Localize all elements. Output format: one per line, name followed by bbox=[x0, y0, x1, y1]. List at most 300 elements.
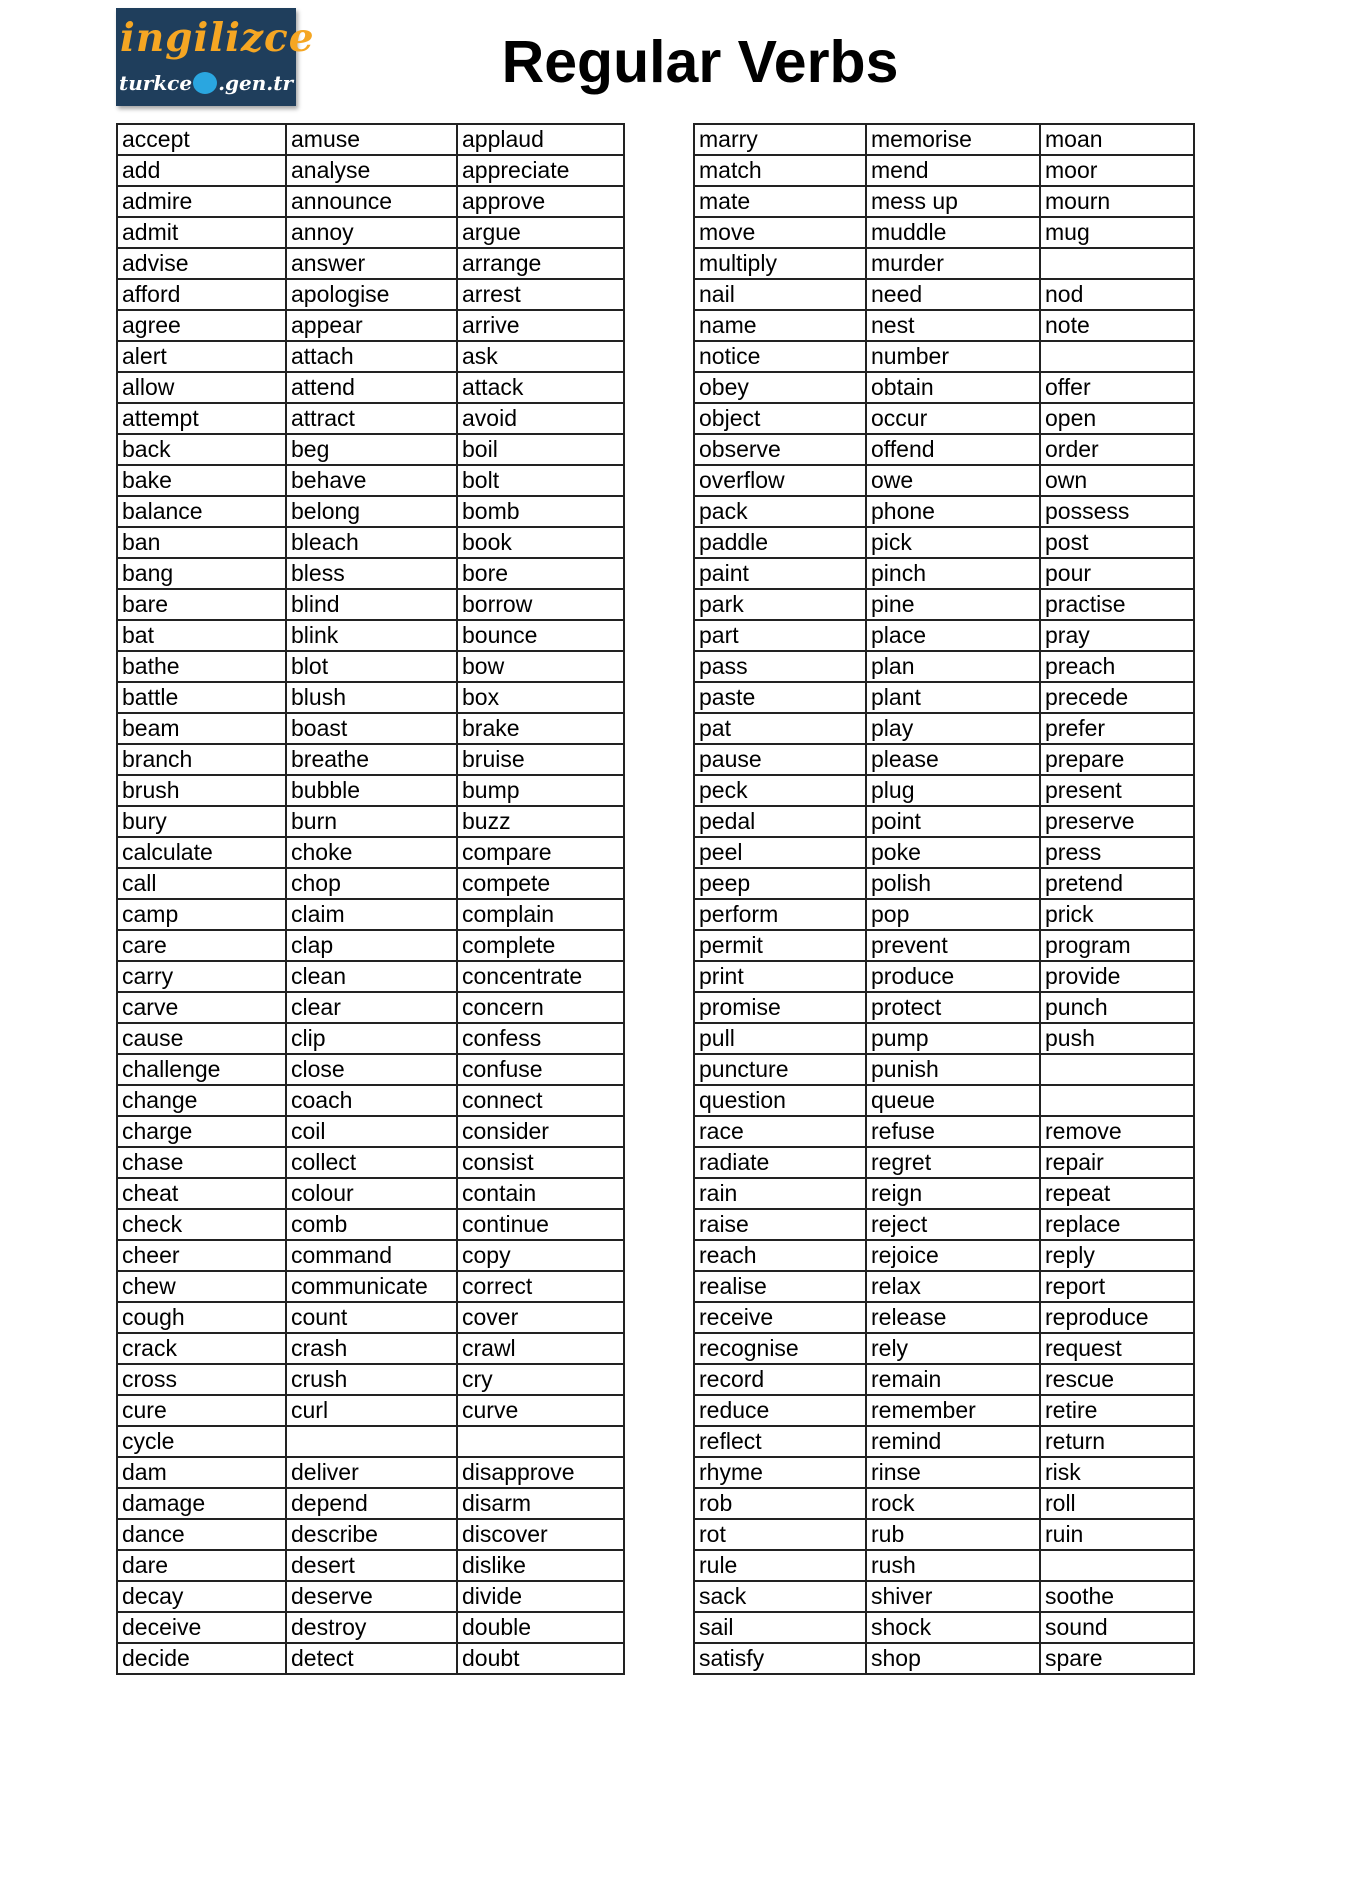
verb-cell: compare bbox=[457, 837, 624, 868]
verb-cell: bomb bbox=[457, 496, 624, 527]
table-row bbox=[694, 589, 1194, 620]
table-row bbox=[117, 1612, 624, 1643]
table-row bbox=[117, 682, 624, 713]
verb-cell: collect bbox=[286, 1147, 457, 1178]
verb-cell: bat bbox=[117, 620, 286, 651]
table-row bbox=[117, 1302, 624, 1333]
table-row bbox=[117, 310, 624, 341]
verb-cell: queue bbox=[866, 1085, 1040, 1116]
verb-cell: obtain bbox=[866, 372, 1040, 403]
verb-cell: protect bbox=[866, 992, 1040, 1023]
table-row bbox=[694, 527, 1194, 558]
table-row bbox=[117, 1209, 624, 1240]
table-row bbox=[117, 837, 624, 868]
table-row bbox=[117, 1457, 624, 1488]
verb-cell: cry bbox=[457, 1364, 624, 1395]
table-row bbox=[694, 1395, 1194, 1426]
verb-cell: ban bbox=[117, 527, 286, 558]
verbs-table-right bbox=[693, 123, 1195, 1675]
verb-cell bbox=[1040, 1550, 1194, 1581]
verb-cell: pinch bbox=[866, 558, 1040, 589]
verb-cell: puncture bbox=[694, 1054, 866, 1085]
verb-cell: argue bbox=[457, 217, 624, 248]
table-row bbox=[694, 992, 1194, 1023]
table-row bbox=[694, 186, 1194, 217]
verb-cell: doubt bbox=[457, 1643, 624, 1674]
table-row bbox=[117, 992, 624, 1023]
verb-cell: pray bbox=[1040, 620, 1194, 651]
verb-cell: name bbox=[694, 310, 866, 341]
verb-cell: moan bbox=[1040, 124, 1194, 155]
table-row bbox=[694, 899, 1194, 930]
verb-cell: rush bbox=[866, 1550, 1040, 1581]
table-row bbox=[694, 930, 1194, 961]
verb-cell: crawl bbox=[457, 1333, 624, 1364]
verb-cell: disapprove bbox=[457, 1457, 624, 1488]
verb-cell: bury bbox=[117, 806, 286, 837]
verb-cell: blush bbox=[286, 682, 457, 713]
table-row bbox=[694, 744, 1194, 775]
verb-cell: replace bbox=[1040, 1209, 1194, 1240]
verb-cell: pretend bbox=[1040, 868, 1194, 899]
table-row bbox=[694, 651, 1194, 682]
verb-cell: applaud bbox=[457, 124, 624, 155]
verb-cell: reach bbox=[694, 1240, 866, 1271]
verb-cell: release bbox=[866, 1302, 1040, 1333]
table-row bbox=[694, 1240, 1194, 1271]
verb-cell: cover bbox=[457, 1302, 624, 1333]
verb-cell: back bbox=[117, 434, 286, 465]
verb-cell: repeat bbox=[1040, 1178, 1194, 1209]
verb-cell: muddle bbox=[866, 217, 1040, 248]
verb-cell: cough bbox=[117, 1302, 286, 1333]
verb-cell: challenge bbox=[117, 1054, 286, 1085]
verb-cell: decide bbox=[117, 1643, 286, 1674]
verb-cell: dare bbox=[117, 1550, 286, 1581]
verb-cell: comb bbox=[286, 1209, 457, 1240]
verb-cell: deserve bbox=[286, 1581, 457, 1612]
verb-cell: place bbox=[866, 620, 1040, 651]
verb-cell: rely bbox=[866, 1333, 1040, 1364]
verb-cell: dam bbox=[117, 1457, 286, 1488]
verb-cell: dislike bbox=[457, 1550, 624, 1581]
table-row bbox=[117, 806, 624, 837]
verb-cell: recognise bbox=[694, 1333, 866, 1364]
verb-cell: bow bbox=[457, 651, 624, 682]
verb-cell: question bbox=[694, 1085, 866, 1116]
verb-cell: call bbox=[117, 868, 286, 899]
verb-cell: nail bbox=[694, 279, 866, 310]
table-row bbox=[117, 713, 624, 744]
table-row bbox=[117, 1488, 624, 1519]
verb-cell: shock bbox=[866, 1612, 1040, 1643]
verb-cell: relax bbox=[866, 1271, 1040, 1302]
verb-cell: owe bbox=[866, 465, 1040, 496]
verb-cell: describe bbox=[286, 1519, 457, 1550]
verb-cell: moor bbox=[1040, 155, 1194, 186]
table-row bbox=[117, 1178, 624, 1209]
verb-cell: raise bbox=[694, 1209, 866, 1240]
verb-cell: plan bbox=[866, 651, 1040, 682]
table-row bbox=[117, 1054, 624, 1085]
verb-cell: possess bbox=[1040, 496, 1194, 527]
verb-cell: blink bbox=[286, 620, 457, 651]
table-row bbox=[694, 434, 1194, 465]
verb-cell: pump bbox=[866, 1023, 1040, 1054]
verb-cell: mourn bbox=[1040, 186, 1194, 217]
verb-cell: rule bbox=[694, 1550, 866, 1581]
verb-cell: rain bbox=[694, 1178, 866, 1209]
verb-cell: paste bbox=[694, 682, 866, 713]
verb-cell bbox=[1040, 341, 1194, 372]
verb-cell: offer bbox=[1040, 372, 1194, 403]
logo-domain-suffix: .gen.tr bbox=[218, 71, 294, 95]
verb-cell: arrive bbox=[457, 310, 624, 341]
table-row bbox=[117, 1581, 624, 1612]
verb-cell: change bbox=[117, 1085, 286, 1116]
verb-cell: bleach bbox=[286, 527, 457, 558]
verb-cell: offend bbox=[866, 434, 1040, 465]
verb-cell: care bbox=[117, 930, 286, 961]
table-row bbox=[117, 651, 624, 682]
verb-cell: rob bbox=[694, 1488, 866, 1519]
verb-cell: clear bbox=[286, 992, 457, 1023]
verb-cell: battle bbox=[117, 682, 286, 713]
verb-cell: mug bbox=[1040, 217, 1194, 248]
verb-cell: confuse bbox=[457, 1054, 624, 1085]
verb-cell: bake bbox=[117, 465, 286, 496]
verb-cell: belong bbox=[286, 496, 457, 527]
verb-cell: pat bbox=[694, 713, 866, 744]
table-row bbox=[694, 806, 1194, 837]
table-row bbox=[117, 496, 624, 527]
table-row bbox=[694, 124, 1194, 155]
table-row bbox=[117, 372, 624, 403]
verb-cell: brush bbox=[117, 775, 286, 806]
verb-cell: attend bbox=[286, 372, 457, 403]
verb-cell: appreciate bbox=[457, 155, 624, 186]
verb-cell: nest bbox=[866, 310, 1040, 341]
table-row bbox=[117, 620, 624, 651]
verb-cell: advise bbox=[117, 248, 286, 279]
verb-cell: bounce bbox=[457, 620, 624, 651]
speech-bubble-icon bbox=[193, 72, 217, 94]
verb-cell: order bbox=[1040, 434, 1194, 465]
verb-cell: depend bbox=[286, 1488, 457, 1519]
table-row bbox=[694, 682, 1194, 713]
verb-cell: detect bbox=[286, 1643, 457, 1674]
table-row bbox=[117, 434, 624, 465]
verb-cell: cross bbox=[117, 1364, 286, 1395]
verb-cell: rub bbox=[866, 1519, 1040, 1550]
verb-cell: precede bbox=[1040, 682, 1194, 713]
verb-cell: overflow bbox=[694, 465, 866, 496]
verb-cell: reject bbox=[866, 1209, 1040, 1240]
table-row bbox=[117, 961, 624, 992]
verb-cell: deliver bbox=[286, 1457, 457, 1488]
table-row bbox=[694, 1519, 1194, 1550]
verb-cell: point bbox=[866, 806, 1040, 837]
table-row bbox=[117, 744, 624, 775]
verb-cell: regret bbox=[866, 1147, 1040, 1178]
verb-cell: reflect bbox=[694, 1426, 866, 1457]
table-row bbox=[117, 558, 624, 589]
verb-cell: beam bbox=[117, 713, 286, 744]
verb-cell: dance bbox=[117, 1519, 286, 1550]
verb-cell: clap bbox=[286, 930, 457, 961]
verb-cell: reduce bbox=[694, 1395, 866, 1426]
verb-cell: phone bbox=[866, 496, 1040, 527]
table-row bbox=[694, 1364, 1194, 1395]
verb-cell: pause bbox=[694, 744, 866, 775]
verb-cell: blind bbox=[286, 589, 457, 620]
verb-cell: risk bbox=[1040, 1457, 1194, 1488]
site-logo[interactable] bbox=[116, 8, 315, 106]
verb-cell: colour bbox=[286, 1178, 457, 1209]
verb-cell: roll bbox=[1040, 1488, 1194, 1519]
verb-cell: balance bbox=[117, 496, 286, 527]
verb-cell: complain bbox=[457, 899, 624, 930]
verb-cell: rinse bbox=[866, 1457, 1040, 1488]
verb-cell: double bbox=[457, 1612, 624, 1643]
verb-cell: note bbox=[1040, 310, 1194, 341]
table-row bbox=[117, 527, 624, 558]
verb-cell: race bbox=[694, 1116, 866, 1147]
table-row bbox=[694, 217, 1194, 248]
table-row bbox=[117, 217, 624, 248]
verb-cell: bore bbox=[457, 558, 624, 589]
table-row bbox=[117, 1643, 624, 1674]
verb-cell: annoy bbox=[286, 217, 457, 248]
verb-cell: object bbox=[694, 403, 866, 434]
verb-cell: crash bbox=[286, 1333, 457, 1364]
verb-cell: connect bbox=[457, 1085, 624, 1116]
verb-cell: plug bbox=[866, 775, 1040, 806]
table-row bbox=[117, 1147, 624, 1178]
verb-cell: peel bbox=[694, 837, 866, 868]
verb-cell: rhyme bbox=[694, 1457, 866, 1488]
verb-cell: cycle bbox=[117, 1426, 286, 1457]
verb-cell: chop bbox=[286, 868, 457, 899]
verb-cell: command bbox=[286, 1240, 457, 1271]
verbs-table-left bbox=[116, 123, 625, 1675]
table-row bbox=[117, 1364, 624, 1395]
verb-cell: provide bbox=[1040, 961, 1194, 992]
verb-cell: analyse bbox=[286, 155, 457, 186]
table-row bbox=[694, 1116, 1194, 1147]
verb-cell: promise bbox=[694, 992, 866, 1023]
verb-cell: clean bbox=[286, 961, 457, 992]
verb-cell: marry bbox=[694, 124, 866, 155]
verb-cell: coach bbox=[286, 1085, 457, 1116]
verb-cell: curve bbox=[457, 1395, 624, 1426]
verb-cell: choke bbox=[286, 837, 457, 868]
verb-cell: bump bbox=[457, 775, 624, 806]
verb-cell: deceive bbox=[117, 1612, 286, 1643]
verb-cell: request bbox=[1040, 1333, 1194, 1364]
table-row bbox=[694, 1643, 1194, 1674]
verb-cell: observe bbox=[694, 434, 866, 465]
table-row bbox=[694, 1488, 1194, 1519]
verb-cell: receive bbox=[694, 1302, 866, 1333]
verb-cell: paint bbox=[694, 558, 866, 589]
verb-cell: divide bbox=[457, 1581, 624, 1612]
verb-cell: remove bbox=[1040, 1116, 1194, 1147]
verb-cell: communicate bbox=[286, 1271, 457, 1302]
table-row bbox=[694, 1271, 1194, 1302]
verb-cell: pedal bbox=[694, 806, 866, 837]
table-row bbox=[117, 868, 624, 899]
verb-cell: afford bbox=[117, 279, 286, 310]
verb-cell: bang bbox=[117, 558, 286, 589]
verb-cell: crush bbox=[286, 1364, 457, 1395]
table-row bbox=[117, 1023, 624, 1054]
table-row bbox=[694, 1581, 1194, 1612]
table-row bbox=[694, 1147, 1194, 1178]
verb-cell: sound bbox=[1040, 1612, 1194, 1643]
verb-cell: prepare bbox=[1040, 744, 1194, 775]
verb-cell: paddle bbox=[694, 527, 866, 558]
verb-cell: satisfy bbox=[694, 1643, 866, 1674]
verb-cell: discover bbox=[457, 1519, 624, 1550]
table-row bbox=[694, 961, 1194, 992]
verb-cell: buzz bbox=[457, 806, 624, 837]
verb-cell: bubble bbox=[286, 775, 457, 806]
table-row bbox=[117, 155, 624, 186]
verb-cell: remember bbox=[866, 1395, 1040, 1426]
verb-cell: arrest bbox=[457, 279, 624, 310]
verb-cell: pour bbox=[1040, 558, 1194, 589]
verb-cell: attach bbox=[286, 341, 457, 372]
verb-cell: spare bbox=[1040, 1643, 1194, 1674]
verb-cell: bolt bbox=[457, 465, 624, 496]
verb-cell: poke bbox=[866, 837, 1040, 868]
verb-cell: rescue bbox=[1040, 1364, 1194, 1395]
verb-cell: mate bbox=[694, 186, 866, 217]
table-row bbox=[117, 1395, 624, 1426]
verb-cell: announce bbox=[286, 186, 457, 217]
table-row bbox=[117, 279, 624, 310]
verb-cell: admire bbox=[117, 186, 286, 217]
verb-cell: destroy bbox=[286, 1612, 457, 1643]
logo-domain bbox=[119, 71, 293, 95]
verb-cell: branch bbox=[117, 744, 286, 775]
verb-cell: realise bbox=[694, 1271, 866, 1302]
table-row bbox=[694, 1426, 1194, 1457]
verb-cell: borrow bbox=[457, 589, 624, 620]
verb-cell: pull bbox=[694, 1023, 866, 1054]
table-row bbox=[694, 837, 1194, 868]
verb-cell: radiate bbox=[694, 1147, 866, 1178]
verb-cell: pop bbox=[866, 899, 1040, 930]
table-row bbox=[694, 713, 1194, 744]
verb-cell: mess up bbox=[866, 186, 1040, 217]
verb-cell: blot bbox=[286, 651, 457, 682]
table-row bbox=[694, 558, 1194, 589]
verb-cell: disarm bbox=[457, 1488, 624, 1519]
table-row bbox=[694, 248, 1194, 279]
verb-cell: confess bbox=[457, 1023, 624, 1054]
verb-cell: permit bbox=[694, 930, 866, 961]
table-row bbox=[117, 930, 624, 961]
verb-cell: preach bbox=[1040, 651, 1194, 682]
verb-cell bbox=[286, 1426, 457, 1457]
verb-cell: need bbox=[866, 279, 1040, 310]
verb-cell: rock bbox=[866, 1488, 1040, 1519]
table-row bbox=[117, 341, 624, 372]
verb-cell: number bbox=[866, 341, 1040, 372]
verb-cell: rot bbox=[694, 1519, 866, 1550]
verb-cell: cure bbox=[117, 1395, 286, 1426]
verb-cell: perform bbox=[694, 899, 866, 930]
verb-cell: complete bbox=[457, 930, 624, 961]
verb-cell: breathe bbox=[286, 744, 457, 775]
verb-cell: shiver bbox=[866, 1581, 1040, 1612]
verb-cell: notice bbox=[694, 341, 866, 372]
table-row bbox=[117, 775, 624, 806]
verb-cell: compete bbox=[457, 868, 624, 899]
verb-cell: clip bbox=[286, 1023, 457, 1054]
verb-cell: brake bbox=[457, 713, 624, 744]
verb-cell: preserve bbox=[1040, 806, 1194, 837]
verb-cell: correct bbox=[457, 1271, 624, 1302]
verb-cell: attract bbox=[286, 403, 457, 434]
verb-cell: plant bbox=[866, 682, 1040, 713]
verb-cell: refuse bbox=[866, 1116, 1040, 1147]
verb-cell: chase bbox=[117, 1147, 286, 1178]
verb-cell: pack bbox=[694, 496, 866, 527]
verb-cell: reproduce bbox=[1040, 1302, 1194, 1333]
table-row bbox=[694, 1302, 1194, 1333]
verb-cell: curl bbox=[286, 1395, 457, 1426]
verb-cell: charge bbox=[117, 1116, 286, 1147]
table-row bbox=[117, 1085, 624, 1116]
verb-cell: concern bbox=[457, 992, 624, 1023]
verb-cell: book bbox=[457, 527, 624, 558]
table-row bbox=[694, 775, 1194, 806]
verb-cell: print bbox=[694, 961, 866, 992]
verb-cell: agree bbox=[117, 310, 286, 341]
table-row bbox=[117, 124, 624, 155]
verb-cell: ask bbox=[457, 341, 624, 372]
verb-cell: alert bbox=[117, 341, 286, 372]
verb-cell: occur bbox=[866, 403, 1040, 434]
verb-cell: rejoice bbox=[866, 1240, 1040, 1271]
verb-cell: match bbox=[694, 155, 866, 186]
table-row bbox=[694, 403, 1194, 434]
verb-cell: chew bbox=[117, 1271, 286, 1302]
verb-cell: avoid bbox=[457, 403, 624, 434]
verb-cell: continue bbox=[457, 1209, 624, 1240]
table-row bbox=[117, 248, 624, 279]
table-row bbox=[694, 310, 1194, 341]
verb-cell: boil bbox=[457, 434, 624, 465]
verb-cell: coil bbox=[286, 1116, 457, 1147]
table-row bbox=[694, 620, 1194, 651]
verb-cell: add bbox=[117, 155, 286, 186]
verb-cell: pine bbox=[866, 589, 1040, 620]
verb-cell bbox=[457, 1426, 624, 1457]
page-title: Regular Verbs bbox=[501, 29, 899, 95]
verb-cell: carry bbox=[117, 961, 286, 992]
verb-cell: arrange bbox=[457, 248, 624, 279]
table-row bbox=[694, 1457, 1194, 1488]
table-row bbox=[694, 868, 1194, 899]
verb-cell: move bbox=[694, 217, 866, 248]
table-row bbox=[694, 1085, 1194, 1116]
table-row bbox=[117, 1426, 624, 1457]
verb-cell: damage bbox=[117, 1488, 286, 1519]
